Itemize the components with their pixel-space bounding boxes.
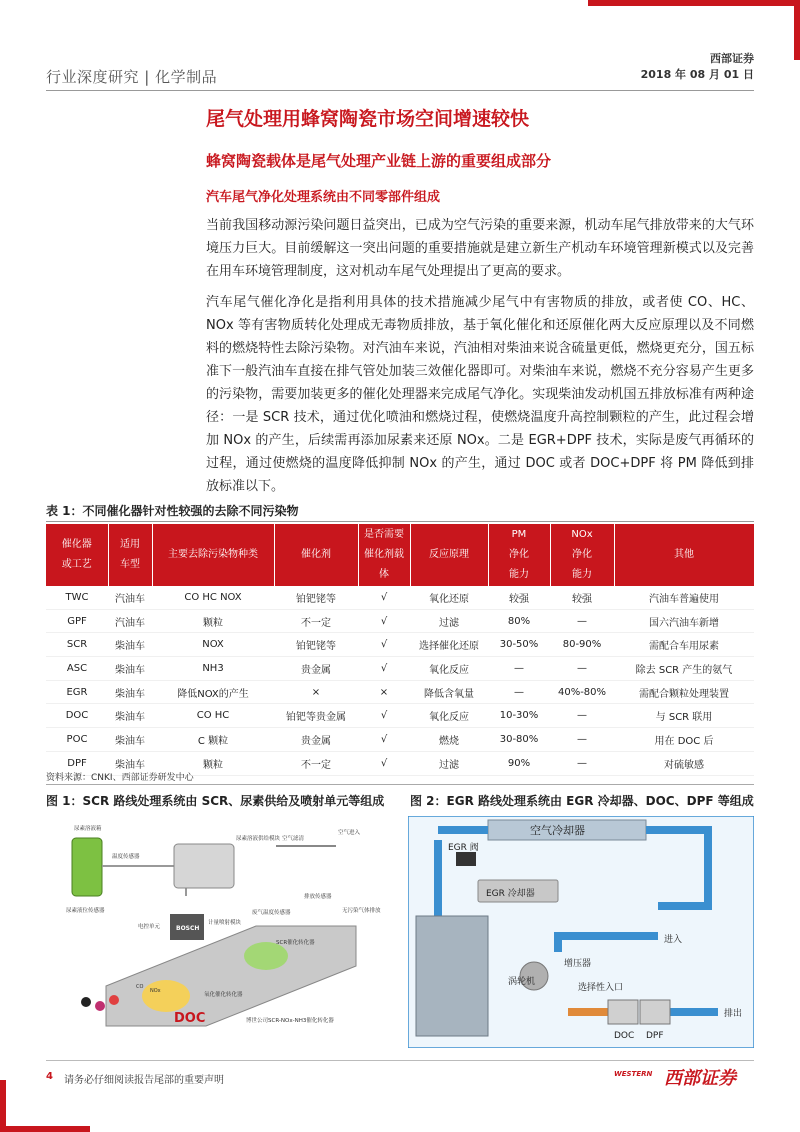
figure-1-title: 图 1：SCR 路线处理系统由 SCR、尿素供给及喷射单元等组成 bbox=[46, 794, 385, 808]
scr-cat-label: SCR催化转化器 bbox=[276, 940, 315, 946]
oxi-cat-label: 氧化催化转化器 bbox=[204, 992, 243, 998]
table-cell: 较强 bbox=[572, 593, 592, 605]
figure-2-title: 图 2：EGR 路线处理系统由 EGR 冷却器、DOC、DPF 等组成 bbox=[410, 794, 754, 808]
air-in-label: 空气进入 bbox=[338, 830, 361, 836]
table-header-row bbox=[46, 524, 754, 586]
report-category: 行业深度研究 | 化学制品 bbox=[46, 68, 218, 86]
table-cell: TWC bbox=[65, 591, 89, 603]
corner-decoration-left bbox=[0, 1126, 90, 1132]
urea-tank-label: 尿素溶液箱 bbox=[74, 826, 102, 832]
ecu-label: 电控单元 bbox=[138, 924, 161, 930]
table-title: 表 1：不同催化器针对性较强的去除不同污染物 bbox=[46, 504, 299, 518]
scr-system-diagram bbox=[46, 816, 390, 1040]
compressor-label: 增压器 bbox=[564, 959, 592, 969]
table-cell: — bbox=[577, 757, 587, 769]
table-cell: 过滤 bbox=[439, 617, 459, 629]
dosing-label: 计量喷射模块 bbox=[208, 920, 242, 926]
table-cell: CO HC bbox=[196, 710, 230, 722]
table-cell: 氧化还原 bbox=[429, 593, 469, 605]
table-cell: 需配合颗粒处理装置 bbox=[639, 688, 729, 700]
egr-valve-label: EGR 阀 bbox=[448, 843, 479, 853]
air-cooler-label: 空气冷却器 bbox=[530, 824, 585, 837]
table-cell: √ bbox=[380, 591, 388, 603]
catalyst-table bbox=[46, 524, 755, 776]
source-rule bbox=[46, 784, 754, 785]
table-row bbox=[46, 657, 754, 681]
table-header-cell: 是否需要 催化剂载 体 bbox=[358, 524, 410, 586]
table-cell: 汽油车 bbox=[115, 593, 145, 605]
table-cell: 与 SCR 联用 bbox=[655, 712, 713, 724]
table-cell: — bbox=[514, 662, 524, 674]
section-title: 尾气处理用蜂窝陶瓷市场空间增速较快 bbox=[206, 108, 530, 130]
table-cell: GPF bbox=[67, 615, 87, 627]
table-row bbox=[46, 586, 754, 609]
subsection-title: 蜂窝陶瓷载体是尾气处理产业链上游的重要组成部分 bbox=[206, 152, 552, 170]
table-cell: 贵金属 bbox=[301, 735, 331, 747]
table-cell: 柴油车 bbox=[115, 735, 145, 747]
gas-nox-label: NOx bbox=[150, 988, 161, 994]
table-cell: × bbox=[379, 686, 389, 698]
gas-co-label: CO bbox=[136, 984, 144, 990]
table-cell: — bbox=[577, 615, 587, 627]
table-cell: 铂钯等贵金属 bbox=[286, 712, 346, 724]
table-cell: 除去 SCR 产生的氨气 bbox=[635, 664, 733, 676]
footer-divider bbox=[46, 1060, 754, 1061]
corner-decoration-bottom bbox=[0, 1080, 6, 1132]
table-header-cell: 适用 车型 bbox=[108, 524, 152, 586]
table-cell: 降低NOX的产生 bbox=[177, 688, 249, 700]
temp-sensor-label: 温度传感器 bbox=[112, 854, 140, 860]
table-cell: C 颗粒 bbox=[197, 735, 229, 747]
table-cell: — bbox=[514, 686, 524, 698]
scr-note-label: 博世公司SCR-NOx-NH3催化转化器 bbox=[246, 1018, 334, 1024]
doc-label: DOC bbox=[174, 1011, 206, 1026]
table-cell: √ bbox=[380, 757, 388, 769]
table-cell: DPF bbox=[67, 757, 87, 769]
table-cell: 30-50% bbox=[499, 639, 539, 651]
table-cell: 铂钯铑等 bbox=[296, 593, 336, 605]
table-cell: NOX bbox=[202, 639, 224, 651]
table-header-cell: 反应原理 bbox=[410, 524, 488, 586]
table-row bbox=[46, 633, 754, 657]
table-cell: — bbox=[577, 662, 587, 674]
header-divider bbox=[46, 90, 754, 91]
table-cell: 汽油车 bbox=[115, 617, 145, 629]
table-cell: 较强 bbox=[509, 593, 529, 605]
paragraph-1: 当前我国移动源污染问题日益突出，已成为空气污染的重要来源，机动车尾气排放带来的大气环境压力巨大。目前缓解这一突出问题的重要措施就是建立新生产机动车环境管理新模式以及完善在用车环境管理制度，这对机动车尾气处理提出了更高的要求。 bbox=[206, 218, 754, 279]
table-cell: √ bbox=[380, 710, 388, 722]
table-cell: 过滤 bbox=[439, 759, 459, 771]
corner-decoration-top bbox=[588, 0, 800, 6]
corner-decoration-right bbox=[794, 0, 800, 60]
particle-3 bbox=[109, 995, 119, 1005]
scr-glow bbox=[244, 942, 288, 970]
table-cell: 颗粒 bbox=[203, 617, 223, 629]
table-cell: 10-30% bbox=[499, 710, 539, 722]
page-number: 4 bbox=[46, 1071, 53, 1082]
table-cell: CO HC NOX bbox=[184, 591, 242, 603]
selective-inlet-label: 选择性入口 bbox=[578, 983, 624, 993]
table-cell: 90% bbox=[507, 757, 531, 769]
dpf-shape bbox=[640, 1000, 670, 1024]
table-cell: 柴油车 bbox=[115, 688, 145, 700]
table-cell: 对硫敏感 bbox=[664, 759, 704, 771]
table-cell: √ bbox=[380, 733, 388, 745]
table-top-rule bbox=[46, 521, 754, 522]
heat-glow bbox=[142, 980, 190, 1012]
table-cell: POC bbox=[66, 733, 88, 745]
exhaust-temp-label: 排放传感器 bbox=[304, 894, 332, 900]
urea-supply-label: 尿素溶液供给模块 bbox=[236, 836, 281, 842]
egr-valve-shape bbox=[456, 852, 476, 866]
table-cell: 不一定 bbox=[301, 617, 331, 629]
table-cell: 40%-80% bbox=[557, 686, 607, 698]
doc-label: DOC bbox=[614, 1031, 635, 1041]
table-cell: 燃烧 bbox=[439, 735, 459, 747]
egr-system-diagram bbox=[408, 816, 754, 1048]
table-row bbox=[46, 704, 754, 728]
table-header-cell: 其他 bbox=[614, 524, 754, 586]
table-cell: ASC bbox=[66, 662, 88, 674]
bosch-label: BOSCH bbox=[176, 925, 200, 932]
table-cell: 柴油车 bbox=[115, 664, 145, 676]
logo-english: WESTERN bbox=[614, 1070, 653, 1078]
table-row bbox=[46, 728, 754, 752]
table-cell: 汽油车普遍使用 bbox=[649, 593, 719, 605]
table-cell: 需配合车用尿素 bbox=[649, 641, 719, 653]
table-cell: NH3 bbox=[202, 662, 224, 674]
exhaust-label: 排出 bbox=[724, 1009, 743, 1019]
table-cell: 柴油车 bbox=[115, 759, 145, 771]
firm-name: 西部证券 bbox=[710, 52, 754, 65]
table-cell: 不一定 bbox=[301, 759, 331, 771]
table-cell: 选择催化还原 bbox=[419, 641, 479, 653]
supply-module-shape bbox=[174, 844, 234, 888]
inlet-label: 进入 bbox=[664, 935, 683, 945]
disclaimer-text: 请务必仔细阅读报告尾部的重要声明 bbox=[64, 1075, 224, 1086]
table-cell: 用在 DOC 后 bbox=[654, 735, 714, 747]
air-filter-label: 空气滤清 bbox=[282, 836, 305, 842]
engine-shape bbox=[416, 916, 488, 1036]
waste-temp-label: 废气温度传感器 bbox=[252, 910, 291, 916]
clean-out-label: 无污染气体排放 bbox=[342, 908, 381, 914]
table-cell: 氧化反应 bbox=[429, 712, 469, 724]
particle-1 bbox=[81, 997, 91, 1007]
table-cell: 国六汽油车新增 bbox=[649, 617, 719, 629]
doc-shape bbox=[608, 1000, 638, 1024]
dpf-label: DPF bbox=[646, 1031, 664, 1041]
table-cell: 30-80% bbox=[499, 733, 539, 745]
table-cell: 80-90% bbox=[562, 639, 602, 651]
table-body bbox=[46, 586, 754, 775]
logo-chinese: 西部证券 bbox=[664, 1068, 736, 1089]
turbine-label: 涡轮机 bbox=[508, 977, 536, 987]
table-cell: √ bbox=[380, 662, 388, 674]
table-cell: — bbox=[577, 710, 587, 722]
table-cell: — bbox=[577, 733, 587, 745]
table-row bbox=[46, 609, 754, 633]
table-cell: 贵金属 bbox=[301, 664, 331, 676]
table-cell: SCR bbox=[66, 639, 88, 651]
urea-tank-shape bbox=[72, 838, 102, 896]
table-cell: EGR bbox=[66, 686, 88, 698]
table-cell: 铂钯铑等 bbox=[296, 641, 336, 653]
table-cell: 降低含氧量 bbox=[424, 688, 474, 700]
report-date: 2018 年 08 月 01 日 bbox=[640, 68, 754, 81]
table-header-cell: 主要去除污染物种类 bbox=[152, 524, 274, 586]
table-cell: √ bbox=[380, 639, 388, 651]
particle-2 bbox=[95, 1001, 105, 1011]
table-header-cell: NOx 净化 能力 bbox=[550, 524, 614, 586]
paragraph-2: 汽车尾气催化净化是指利用具体的技术措施减少尾气中有害物质的排放，或者使 CO、HC、NOx 等有害物质转化处理成无毒物质排放，基于氧化催化和还原催化两大反应原理以及不同燃料的燃烧特性去除污染物。对汽油车来说，汽油相对柴油来说含硫量更低，燃烧更充分，国五标准下一般汽油车直接在排气管处加装三效催化器即可。对柴油车来说，燃烧不充分容易产生更多的污染物，需要加装更多的催化处理器来完成尾气净化。实现柴油发动机国五排放标准有两种途径：一是 SCR 技术，通过优化喷油和燃烧过程，使燃烧温度升高控制颗粒的产生，此过程会增加 NOx 的产生，后续需再添加尿素来还原 NOx。二是 EGR+DPF 技术，实际是废气再循环的过程，通过使燃烧的温度降低抑制 NOx 的产生，通过 DOC 或者 DOC+DPF 将 PM 降低到排放标准以下。 bbox=[206, 295, 754, 494]
table-row bbox=[46, 680, 754, 704]
table-header-cell: PM 净化 能力 bbox=[488, 524, 550, 586]
table-cell: 柴油车 bbox=[115, 712, 145, 724]
egr-cooler-label: EGR 冷却器 bbox=[486, 889, 535, 899]
table-header-cell: 催化器 或工艺 bbox=[46, 524, 108, 586]
table-cell: √ bbox=[380, 615, 388, 627]
table-cell: DOC bbox=[65, 710, 89, 722]
table-cell: 氧化反应 bbox=[429, 664, 469, 676]
table-cell: 柴油车 bbox=[115, 641, 145, 653]
table-cell: 颗粒 bbox=[203, 759, 223, 771]
table-source: 资料来源：CNKI、西部证券研发中心 bbox=[46, 773, 194, 783]
sub-subsection-title: 汽车尾气净化处理系统由不同零部件组成 bbox=[206, 190, 441, 205]
table-cell: × bbox=[311, 686, 321, 698]
table-header-cell: 催化剂 bbox=[274, 524, 358, 586]
table-cell: 80% bbox=[507, 615, 531, 627]
level-sensor-label: 尿素液位传感器 bbox=[66, 908, 105, 914]
